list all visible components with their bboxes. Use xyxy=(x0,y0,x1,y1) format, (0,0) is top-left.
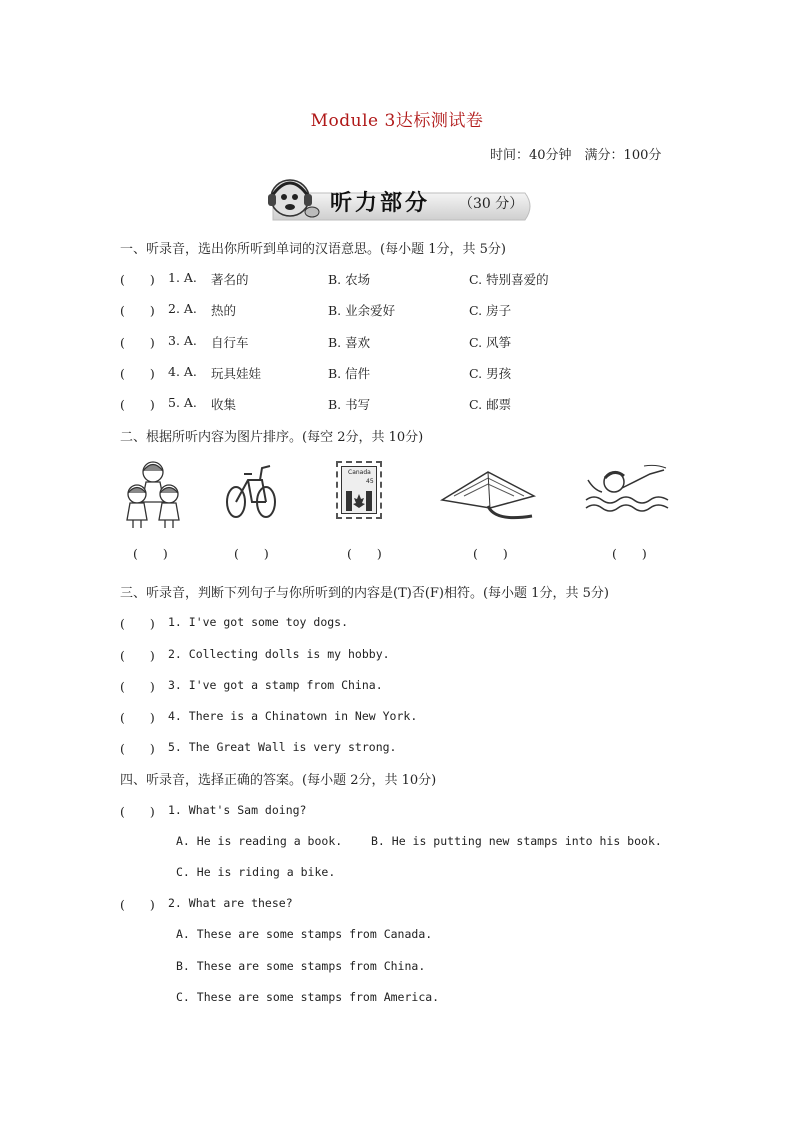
option-b: B. He is putting new stamps into his book. xyxy=(371,834,662,848)
option-a: A. He is reading a book. xyxy=(176,834,343,848)
section-4-heading: 四、听录音，选择正确的答案。(每小题 2分，共 10分) xyxy=(120,773,437,788)
option-c: C. 男孩 xyxy=(469,366,512,381)
statement-text: 5. The Great Wall is very strong. xyxy=(168,740,397,754)
answer-blank[interactable]: ( ) xyxy=(120,897,155,912)
option-b: B. 业余爱好 xyxy=(328,303,396,318)
option-c: C. 风筝 xyxy=(469,335,512,350)
answer-blank[interactable]: ( ) xyxy=(473,546,508,561)
option-a: 自行车 xyxy=(211,335,249,350)
three-girls-picture xyxy=(122,458,184,530)
question-number: 1. A. xyxy=(168,270,197,285)
option-c: C. These are some stamps from America. xyxy=(176,990,440,1004)
option-a: 收集 xyxy=(211,397,237,412)
answer-blank[interactable]: ( ) xyxy=(120,303,155,318)
option-a: A. These are some stamps from Canada. xyxy=(176,927,433,941)
banner-score: （30 分） xyxy=(459,196,524,212)
kite-picture xyxy=(440,466,540,524)
banner-title: 听力部分 xyxy=(330,191,431,216)
canada-stamp-picture xyxy=(336,461,382,519)
statement-text: 1. I've got some toy dogs. xyxy=(168,615,349,629)
option-c: C. 特别喜爱的 xyxy=(469,272,549,287)
answer-blank[interactable]: ( ) xyxy=(234,546,269,561)
answer-blank[interactable]: ( ) xyxy=(120,616,155,631)
section-3-heading: 三、听录音，判断下列句子与你所听到的内容是(T)否(F)相符。(每小题 1分，共 5分) xyxy=(120,586,609,601)
answer-blank[interactable]: ( ) xyxy=(120,648,155,663)
option-b: B. 信件 xyxy=(328,366,371,381)
answer-blank[interactable]: ( ) xyxy=(120,366,155,381)
option-a: 玩具娃娃 xyxy=(211,366,262,381)
section-2-heading: 二、根据所听内容为图片排序。(每空 2分，共 10分) xyxy=(120,430,424,445)
option-b: B. 书写 xyxy=(328,397,371,412)
statement-text: 2. Collecting dolls is my hobby. xyxy=(168,647,390,661)
answer-blank[interactable]: ( ) xyxy=(120,397,155,412)
stamp-text: Canada xyxy=(348,469,371,476)
statement-text: 4. There is a Chinatown in New York. xyxy=(168,709,418,723)
bicycle-picture xyxy=(222,460,280,522)
question-text: 2. What are these? xyxy=(168,896,293,910)
question-number: 5. A. xyxy=(168,395,197,410)
option-b: B. These are some stamps from China. xyxy=(176,959,426,973)
answer-blank[interactable]: ( ) xyxy=(120,335,155,350)
answer-blank[interactable]: ( ) xyxy=(120,804,155,819)
question-number: 2. A. xyxy=(168,301,197,316)
answer-blank[interactable]: ( ) xyxy=(120,272,155,287)
maple-leaf-icon xyxy=(346,491,372,511)
stamp-value: 45 xyxy=(366,478,374,485)
question-number: 4. A. xyxy=(168,364,197,379)
page-title: Module 3达标测试卷 xyxy=(310,111,484,131)
section-1-heading: 一、听录音，选出你所听到单词的汉语意思。(每小题 1分，共 5分) xyxy=(120,242,506,257)
answer-blank[interactable]: ( ) xyxy=(133,546,168,561)
statement-text: 3. I've got a stamp from China. xyxy=(168,678,383,692)
answer-blank[interactable]: ( ) xyxy=(120,710,155,725)
headphone-mascot-icon xyxy=(262,172,324,224)
option-b: B. 喜欢 xyxy=(328,335,371,350)
answer-blank[interactable]: ( ) xyxy=(612,546,647,561)
question-number: 3. A. xyxy=(168,333,197,348)
swimming-boy-picture xyxy=(584,460,670,520)
answer-blank[interactable]: ( ) xyxy=(120,679,155,694)
option-c: C. 邮票 xyxy=(469,397,512,412)
question-text: 1. What's Sam doing? xyxy=(168,803,307,817)
option-a: 著名的 xyxy=(211,272,249,287)
option-a: 热的 xyxy=(211,303,237,318)
answer-blank[interactable]: ( ) xyxy=(347,546,382,561)
answer-blank[interactable]: ( ) xyxy=(120,741,155,756)
exam-meta: 时间：40分钟 满分：100分 xyxy=(490,148,662,163)
option-b: B. 农场 xyxy=(328,272,371,287)
option-c: C. He is riding a bike. xyxy=(176,865,336,879)
option-c: C. 房子 xyxy=(469,303,512,318)
